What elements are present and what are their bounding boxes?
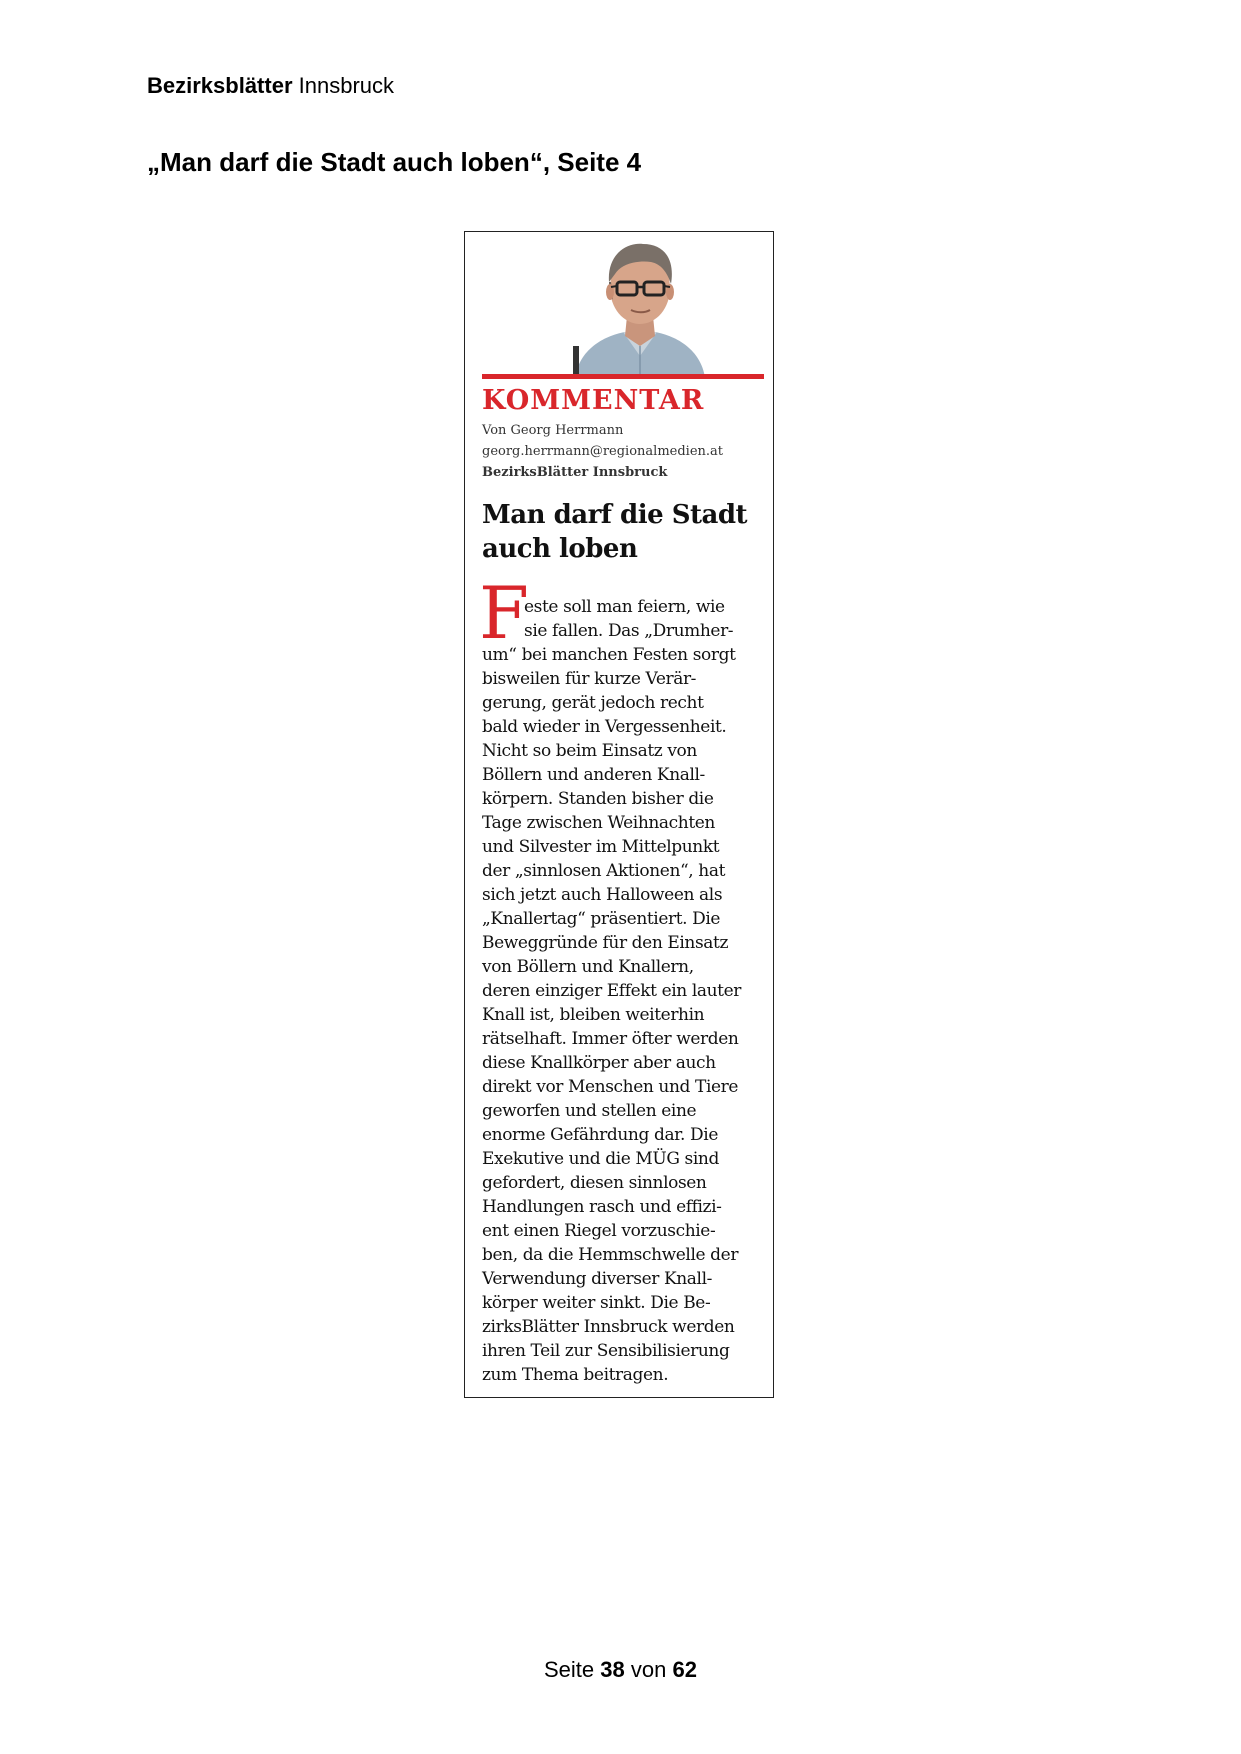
drop-cap: F — [479, 571, 529, 655]
page-number-current: 38 — [600, 1657, 625, 1682]
body-line: körpern. Standen bisher die — [482, 789, 714, 809]
body-line: sie fallen. Das „Drumher- — [524, 621, 734, 641]
body-line: direkt vor Menschen und Tiere — [482, 1077, 739, 1097]
body-line: Knall ist, bleiben weiterhin — [482, 1005, 705, 1025]
body-line: este soll man feiern, wie — [524, 597, 725, 617]
author-portrait-photo — [565, 238, 715, 378]
body-line: Exekutive und die MÜG sind — [482, 1149, 719, 1169]
body-line: „Knallertag“ präsentiert. Die — [482, 909, 721, 929]
body-line: Nicht so beim Einsatz von — [482, 741, 697, 761]
body-line: rätselhaft. Immer öfter werden — [482, 1029, 739, 1049]
article-body — [482, 595, 770, 1387]
body-line: diese Knallkörper aber auch — [482, 1053, 716, 1073]
section-divider — [482, 374, 764, 379]
body-line: Handlungen rasch und effizi- — [482, 1197, 722, 1217]
body-line: um“ bei manchen Festen sorgt — [482, 645, 736, 665]
body-line: ben, da die Hemmschwelle der — [482, 1245, 739, 1265]
body-line: gefordert, diesen sinnlosen — [482, 1173, 707, 1193]
body-line: sich jetzt auch Halloween als — [482, 885, 723, 905]
byline — [482, 420, 723, 483]
body-line: Böllern und anderen Knall- — [482, 765, 705, 785]
body-line: Beweggründe für den Einsatz — [482, 933, 729, 953]
body-line: und Silvester im Mittelpunkt — [482, 837, 720, 857]
page-title: „Man darf die Stadt auch loben“, Seite 4 — [147, 147, 642, 177]
article-title-line: auch loben — [482, 534, 638, 564]
body-line: zum Thema beitragen. — [482, 1365, 669, 1385]
body-line: deren einziger Effekt ein lauter — [482, 981, 741, 1001]
body-line: körper weiter sinkt. Die Be- — [482, 1293, 711, 1313]
body-line: zirksBlätter Innsbruck werden — [482, 1317, 735, 1337]
body-line: von Böllern und Knallern, — [482, 957, 694, 977]
article-title — [482, 498, 767, 566]
header-publication: Bezirksblätter — [147, 73, 293, 98]
body-line: Verwendung diverser Knall- — [482, 1269, 712, 1289]
document-header — [147, 72, 394, 100]
page-number-total: 62 — [672, 1657, 697, 1682]
body-line: der „sinnlosen Aktionen“, hat — [482, 861, 726, 881]
header-region: Innsbruck — [298, 73, 395, 98]
body-line: ihren Teil zur Sensibilisierung — [482, 1341, 730, 1361]
page-number-prefix: Seite — [544, 1657, 595, 1682]
body-line: Tage zwischen Weihnachten — [482, 813, 715, 833]
page-number-separator: von — [630, 1657, 667, 1682]
body-line: bald wieder in Vergessenheit. — [482, 717, 727, 737]
body-line: gerung, gerät jedoch recht — [482, 693, 704, 713]
byline-author: Von Georg Herrmann — [482, 423, 624, 438]
body-line: enorme Gefährdung dar. Die — [482, 1125, 718, 1145]
body-line: bisweilen für kurze Verär- — [482, 669, 697, 689]
byline-email: georg.herrmann@regionalmedien.at — [482, 444, 723, 459]
body-line: geworfen und stellen eine — [482, 1101, 697, 1121]
page-number — [0, 1656, 1241, 1684]
newspaper-clipping — [464, 231, 774, 1398]
byline-publication: BezirksBlätter Innsbruck — [482, 465, 668, 480]
section-label: KOMMENTAR — [482, 385, 705, 416]
body-line: ent einen Riegel vorzuschie- — [482, 1221, 716, 1241]
article-title-line: Man darf die Stadt — [482, 500, 748, 530]
